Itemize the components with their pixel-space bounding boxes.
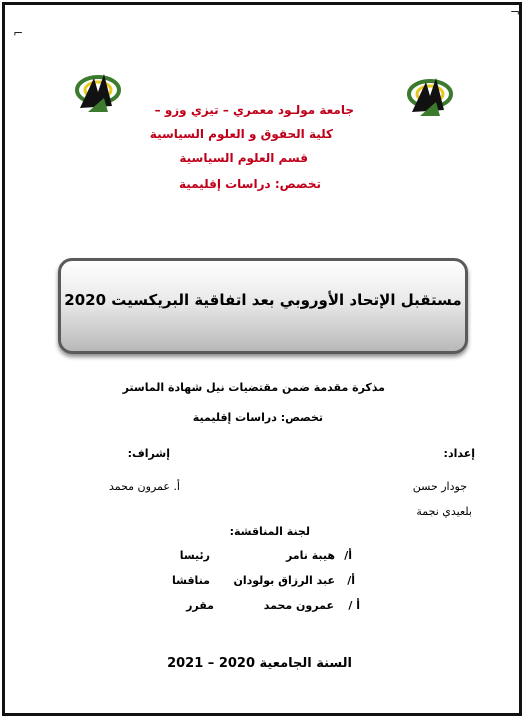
student-name: جودار حسن [412,480,467,493]
student-name: بلعيدي نجمة [416,505,472,518]
member-role: رئيسا [179,549,210,562]
supervisor-name: أ. عمرون محمد [108,480,180,493]
academic-year: السنة الجامعية 2020 – 2021 [167,656,352,671]
member-name: هيبة نامر [285,549,335,562]
thesis-subtitle: مذكرة مقدمة ضمن مقتضيات نيل شهادة الماستر [122,381,385,394]
thesis-title: مستقبل الإتحاد الأوروبي بعد اتفاقية البريكسيت 2020 [64,291,462,309]
member-name: عبد الرزاق بولودان [233,574,335,587]
specialization-header: تخصص: دراسات إقليمية [178,177,321,191]
committee-label: لجنة المناقشة: [229,525,310,538]
title-box [58,258,468,354]
prepared-by-label: إعداد: [443,447,475,460]
corner-mark: ⌐ [13,26,24,40]
member-prefix: أ/ [344,549,352,562]
university-logo-right [400,72,460,122]
supervision-label: إشراف: [127,447,170,460]
member-role: مقرر [186,599,214,612]
specialization-line: تخصص: دراسات إقليمية [192,411,323,424]
university-name: جامعة مولـود معمري – تيزي وزو – [154,103,354,117]
member-prefix: أ / [348,599,360,612]
member-prefix: أ/ [347,574,355,587]
member-name: عمرون محمد [263,599,334,612]
university-logo-left [68,68,128,118]
department-name: قسم العلوم السياسية [179,151,308,165]
corner-mark: ¬ [509,5,520,19]
faculty-name: كلية الحقوق و العلوم السياسية [149,127,333,141]
member-role: مناقشا [172,574,210,587]
